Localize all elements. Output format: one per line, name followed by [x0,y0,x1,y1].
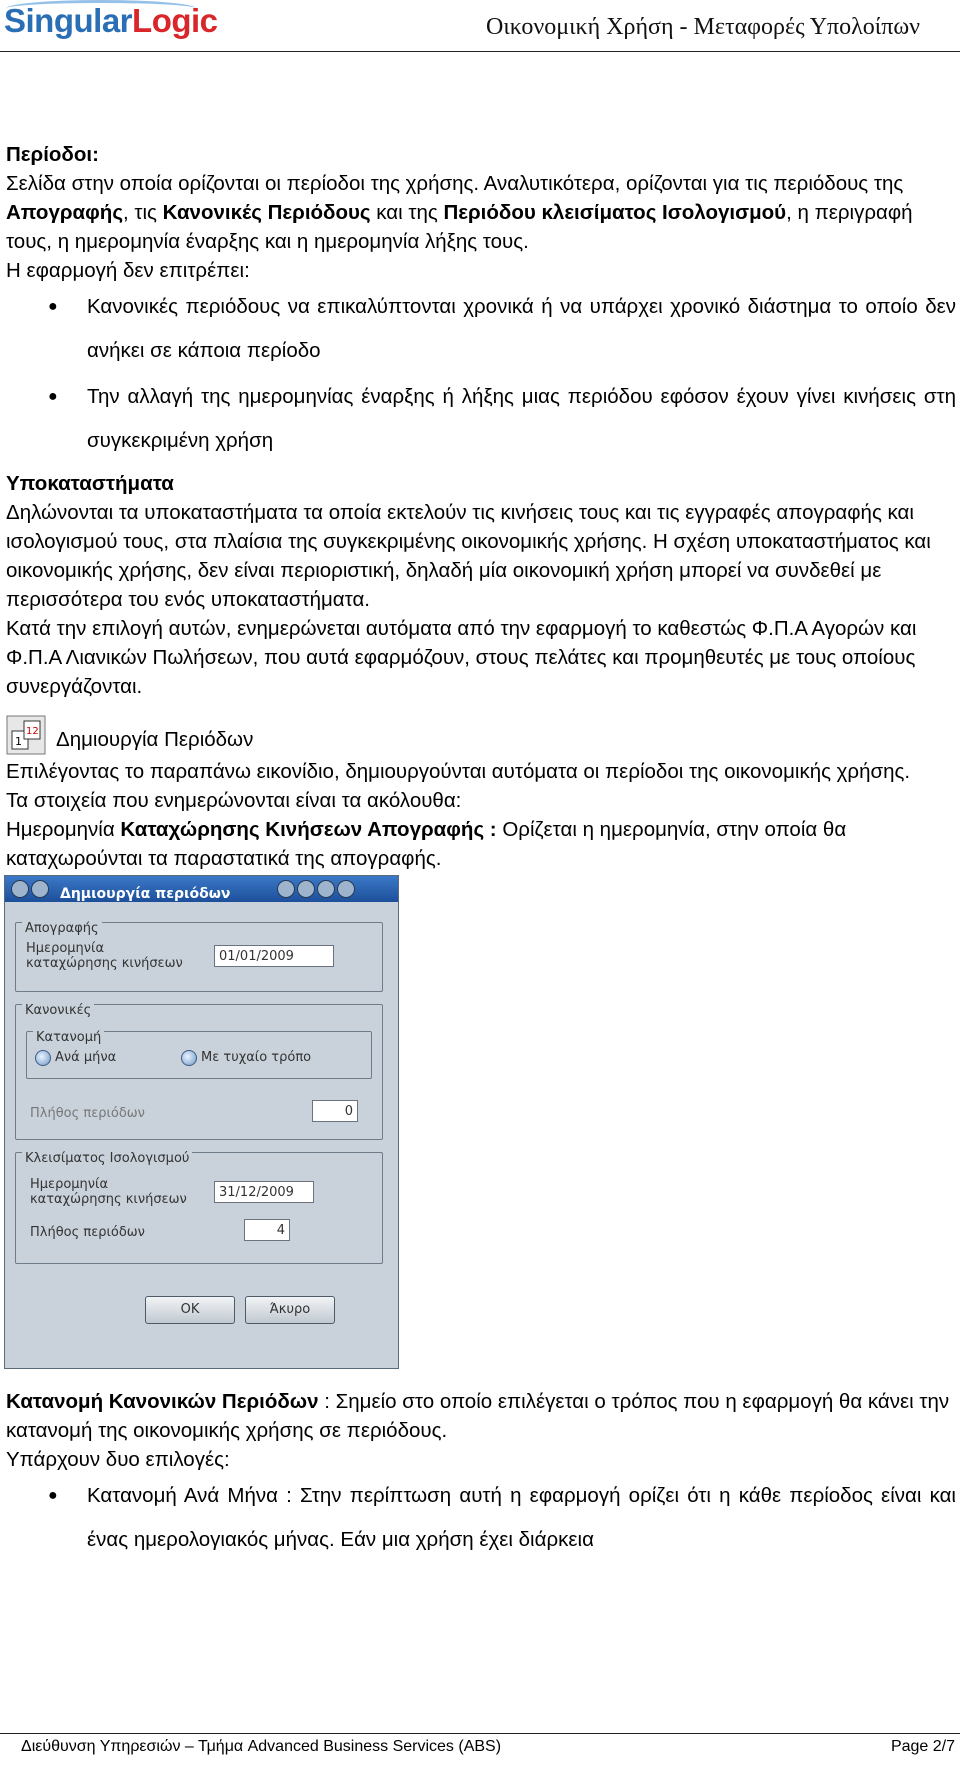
group-label: Κανονικές [22,996,94,1025]
text-run: Ορίζεται η ημερομηνία, στην οποία θα καταχωρούνται τα παραστατικά της απογραφής. [6,818,847,870]
period-count-label: Πλήθος περιόδων [30,1106,145,1121]
group-label: Κλεισίματος Ισολογισμού [22,1144,192,1173]
bold-term: Περιόδου κλεισίματος Ισολογισμού [443,201,787,224]
radio-random[interactable] [181,1050,197,1066]
create-inventory-date [6,815,956,873]
text-run: Σελίδα στην οποία ορίζονται οι περίοδοι της χρήσης. Αναλυτικότερα, ορίζονται για τις περιόδους της [6,172,904,195]
closing-group [15,1152,383,1264]
closing-count-label: Πλήθος περιόδων [30,1225,145,1240]
inventory-group [15,922,383,992]
distribution-group [26,1031,372,1079]
document-body [6,140,956,1564]
text-run: , τις [122,201,163,224]
radio-monthly-label: Ανά μήνα [55,1050,117,1065]
svg-text:12: 12 [26,726,39,737]
radio-monthly[interactable] [35,1050,51,1066]
create-periods-row [6,711,956,757]
inventory-date-input[interactable]: 01/01/2009 [214,945,334,967]
logo-text-part2: Logic [132,2,218,39]
radio-random-label: Με τυχαίο τρόπο [201,1050,312,1065]
logo-swoosh [6,0,196,17]
system-menu-icon[interactable] [11,880,29,898]
list-item-text: Κανονικές περιόδους να επικαλύπτονται χρονικά ή να υπάρχει χρονικό διάστημα το οποίο δεν ανήκει σε κάποια περίοδο [87,295,956,362]
bullet-icon: ● [48,388,58,405]
list-item [6,285,956,373]
create-periods-dialog [4,875,399,1369]
footer-divider [0,1733,960,1734]
period-count-input[interactable]: 0 [312,1100,358,1122]
maximize-icon[interactable] [317,880,335,898]
bold-term: Απογραφής [6,201,123,224]
branches-paragraph: Δηλώνονται τα υποκαταστήματα τα οποία εκτελούν τις κινήσεις τους και τις εγγραφές απογραφής και ισολογισμού τους, στα πλαίσια της συγκεκριμένης οικονομικής χρήσης. Η σχέση υποκαταστήματος και οικονομικής χρήσης, δεν είναι περιοριστική, δηλαδή μία οικονομική χρήση μπορεί να συνδεθεί με περισσότερα του ενός υποκαταστήματα. [6,501,931,611]
list-item-text: Την αλλαγή της ημερομηνίας έναρξης ή λήξης μιας περιόδου εφόσον έχουν γίνει κινήσεις στη συγκεκριμένη χρήση [87,385,956,452]
svg-text:1: 1 [15,735,22,748]
document-title: Οικονομική Χρήση - Μεταφορές Υπολοίπων [486,14,920,40]
minimize-icon[interactable] [297,880,315,898]
create-periods-label: Δημιουργία Περιόδων [56,728,254,751]
bold-term: Κατανομή Κανονικών Περιόδων [6,1390,319,1413]
text-run: , η περιγραφή τους, η ημερομηνία έναρξης και η ημερομηνία λήξης τους. [6,201,913,253]
branches-vat-paragraph: Κατά την επιλογή αυτών, ενημερώνεται αυτόματα από την εφαρμογή το καθεστώς Φ.Π.Α Αγορών και Φ.Π.Α Λιανικών Πωλήσεων, που αυτά εφαρμόζουν, στους πελάτες και προμηθευτές με τους οποίους συνεργάζονται. [6,617,917,698]
list-item [6,1474,956,1562]
dialog-title: Δημιουργία περιόδων [60,886,231,902]
label-line: Ημερομηνία [30,1177,109,1192]
restrictions-list [6,285,956,463]
distribution-options-intro: Υπάρχουν δυο επιλογές: [6,1448,230,1471]
periods-heading: Περίοδοι: [6,143,99,166]
close-icon[interactable] [337,880,355,898]
closing-count-input[interactable]: 4 [244,1219,290,1241]
distribution-paragraph [6,1387,956,1445]
create-fields-intro: Τα στοιχεία που ενημερώνονται είναι τα ακόλουθα: [6,789,462,812]
create-periods-icon[interactable] [6,715,46,755]
group-label: Κατανομή [33,1023,104,1052]
regular-group [15,1004,383,1140]
distribution-options-list [6,1474,956,1562]
bold-term: Καταχώρησης Κινήσεων Απογραφής : [120,818,497,841]
bold-term: Κανονικές Περιόδους [162,201,371,224]
logo-text-part1: Singular [4,2,133,39]
page-header [0,0,960,52]
bullet-icon: ● [48,298,58,315]
closing-date-input[interactable]: 31/12/2009 [214,1181,314,1203]
dialog-titlebar [5,876,398,902]
periods-restrictions-intro: Η εφαρμογή δεν επιτρέπει: [6,259,250,282]
help-icon[interactable] [277,880,295,898]
text-run: και της [370,201,444,224]
list-item-text: Κατανομή Ανά Μήνα : Στην περίπτωση αυτή η εφαρμογή ορίζει ότι η κάθε περίοδος είναι και ένας ημερολογιακός μήνας. Εάν μια χρήση έχει διάρκεια [87,1484,956,1551]
create-paragraph: Επιλέγοντας το παραπάνω εικονίδιο, δημιουργούνται αυτόματα οι περίοδοι της οικονομικής χρήσης. [6,760,911,783]
label-line: Ημερομηνία [26,941,105,956]
branches-heading: Υποκαταστήματα [6,472,174,495]
header-divider [0,51,960,52]
bullet-icon: ● [48,1487,58,1504]
label-line: καταχώρησης κινήσεων [26,956,183,971]
text-run: : Σημείο στο οποίο επιλέγεται ο τρόπος που η εφαρμογή θα κάνει την κατανομή της οικονομικής χρήσης σε περιόδους. [6,1390,950,1442]
periods-paragraph [6,169,956,256]
group-label: Απογραφής [22,914,102,943]
page-number: Page 2/7 [890,1738,955,1755]
inventory-date-label [26,941,183,971]
ok-button[interactable]: OK [145,1296,235,1324]
text-run: Ημερομηνία [6,818,121,841]
closing-date-label [30,1177,187,1207]
cancel-button[interactable]: Άκυρο [245,1296,335,1324]
label-line: καταχώρησης κινήσεων [30,1192,187,1207]
footer-text: Διεύθυνση Υπηρεσιών – Τμήμα Advanced Business Services (ABS) [21,1738,502,1755]
singular-logic-logo [4,2,218,40]
pin-icon[interactable] [31,880,49,898]
list-item [6,375,956,463]
